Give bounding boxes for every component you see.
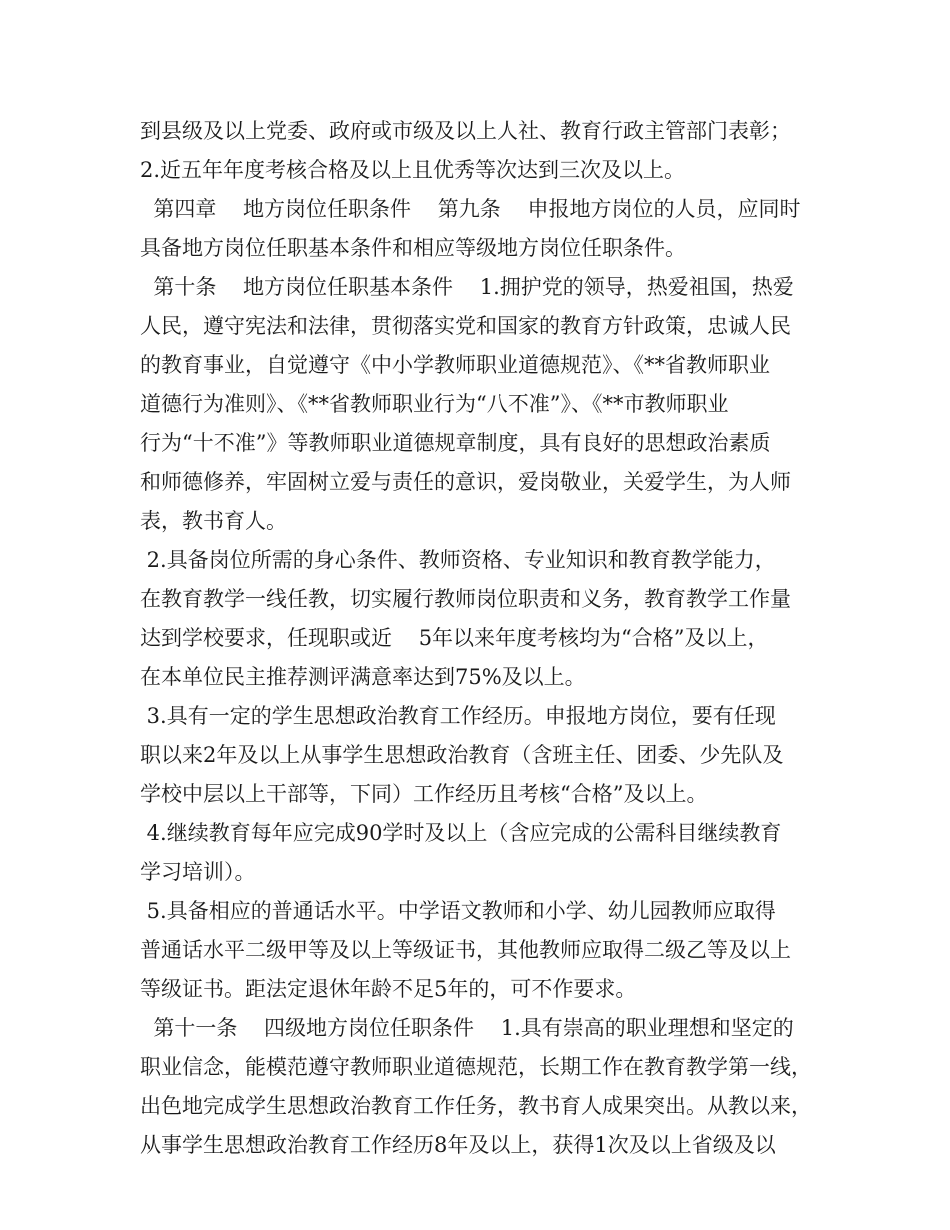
text-line-12: 2.具备岗位所需的身心条件、教师资格、专业知识和教育教学能力，: [140, 548, 776, 572]
text-line-11: 表，教书育人。: [140, 509, 287, 533]
text-line-20: 学习培训）。: [140, 860, 256, 884]
text-line-15: 在本单位民主推荐测评满意率达到75%及以上。: [140, 665, 586, 689]
text-line-13: 在教育教学一线任教，切实履行教师岗位职责和义务，教育教学工作量: [140, 587, 791, 611]
text-line-21: 5.具备相应的普通话水平。中学语文教师和小学、幼儿园教师应取得: [140, 899, 776, 923]
text-line-5: 第十条 地方岗位任职基本条件 1.拥护党的领导，热爱祖国，热爱: [140, 275, 794, 299]
text-line-1: 到县级及以上党委、政府或市级及以上人社、教育行政主管部门表彰；: [140, 119, 791, 143]
text-line-23: 等级证书。距法定退休年龄不足5年的，可不作要求。: [140, 977, 637, 1001]
text-line-26: 出色地完成学生思想政治教育工作任务，教书育人成果突出。从教以来，: [140, 1094, 812, 1118]
text-line-25: 职业信念，能模范遵守教师职业道德规范，长期工作在教育教学第一线，: [140, 1055, 812, 1079]
text-line-7: 的教育事业，自觉遵守《中小学教师职业道德规范》、《**省教师职业: [140, 353, 770, 377]
text-line-2: 2.近五年年度考核合格及以上且优秀等次达到三次及以上。: [140, 158, 686, 182]
text-line-22: 普通话水平二级甲等及以上等级证书，其他教师应取得二级乙等及以上: [140, 938, 791, 962]
document-body: [140, 112, 820, 1165]
text-line-27: 从事学生思想政治教育工作经历8年及以上，获得1次及以上省级及以: [140, 1133, 776, 1157]
text-line-17: 职以来2年及以上从事学生思想政治教育（含班主任、团委、少先队及: [140, 743, 784, 767]
text-line-16: 3.具有一定的学生思想政治教育工作经历。申报地方岗位，要有任现: [140, 704, 776, 728]
text-line-18: 学校中层以上干部等，下同）工作经历且考核“合格”及以上。: [140, 782, 708, 806]
text-line-3: 第四章 地方岗位任职条件 第九条 申报地方岗位的人员，应同时: [140, 197, 801, 221]
text-line-4: 具备地方岗位任职基本条件和相应等级地方岗位任职条件。: [140, 236, 686, 260]
text-line-9: 行为“十不准”》等教师职业道德规章制度，具有良好的思想政治素质: [140, 431, 771, 455]
text-line-24: 第十一条 四级地方岗位任职条件 1.具有崇高的职业理想和坚定的: [140, 1016, 794, 1040]
text-line-19: 4.继续教育每年应完成90学时及以上（含应完成的公需科目继续教育: [140, 821, 782, 845]
text-line-8: 道德行为准则》、《**省教师职业行为“八不准”》、《**市教师职业: [140, 392, 729, 416]
text-line-6: 人民，遵守宪法和法律，贯彻落实党和国家的教育方针政策，忠诚人民: [140, 314, 791, 338]
text-line-10: 和师德修养，牢固树立爱与责任的意识，爱岗敬业，关爱学生，为人师: [140, 470, 791, 494]
text-line-14: 达到学校要求，任现职或近 5年以来年度考核均为“合格”及以上，: [140, 626, 769, 650]
